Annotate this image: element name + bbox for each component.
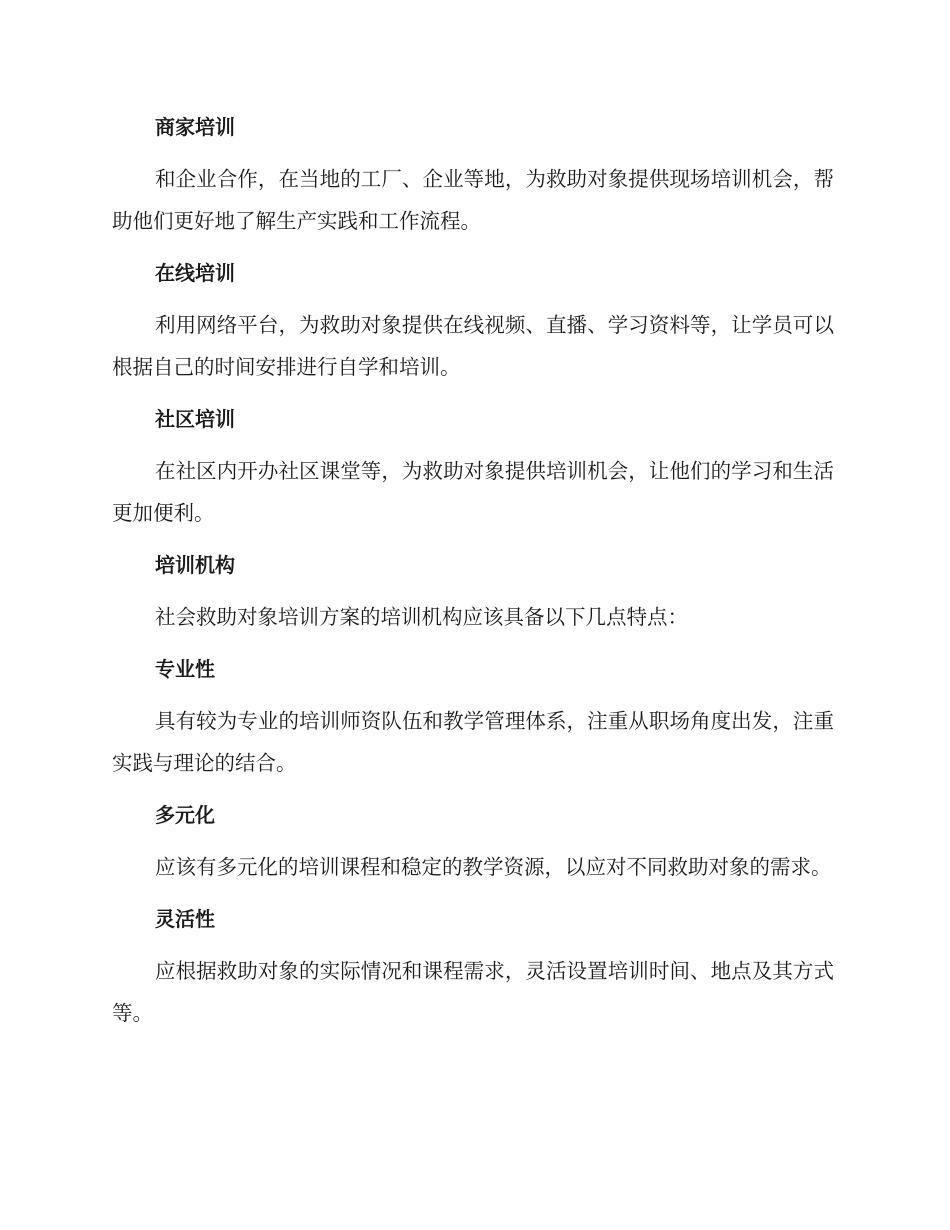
section-heading-professionalism: 专业性 — [155, 657, 215, 681]
section-body-professionalism: 具有较为专业的培训师资队伍和教学管理体系，注重从职场角度出发，注重实践与理论的结合。 — [112, 709, 834, 775]
section-body-training-institution: 社会救助对象培训方案的培训机构应该具备以下几点特点： — [155, 605, 688, 629]
section-heading-online-training: 在线培训 — [155, 261, 235, 285]
document-page — [112, 106, 834, 1044]
section-heading-community-training: 社区培训 — [155, 407, 235, 431]
section-heading-merchant-training: 商家培训 — [155, 115, 235, 139]
section-body-community-training: 在社区内开办社区课堂等，为救助对象提供培训机会，让他们的学习和生活更加便利。 — [112, 459, 834, 525]
section-heading-flexibility: 灵活性 — [155, 907, 215, 931]
section-body-merchant-training: 和企业合作，在当地的工厂、企业等地，为救助对象提供现场培训机会，帮助他们更好地了解生产实践和工作流程。 — [112, 167, 834, 233]
section-heading-diversification: 多元化 — [155, 803, 215, 827]
section-body-flexibility: 应根据救助对象的实际情况和课程需求，灵活设置培训时间、地点及其方式等。 — [112, 959, 834, 1025]
section-body-diversification: 应该有多元化的培训课程和稳定的教学资源，以应对不同救助对象的需求。 — [155, 855, 832, 879]
section-heading-training-institution: 培训机构 — [155, 553, 235, 577]
section-body-online-training: 利用网络平台，为救助对象提供在线视频、直播、学习资料等，让学员可以根据自己的时间安排进行自学和培训。 — [112, 313, 834, 379]
